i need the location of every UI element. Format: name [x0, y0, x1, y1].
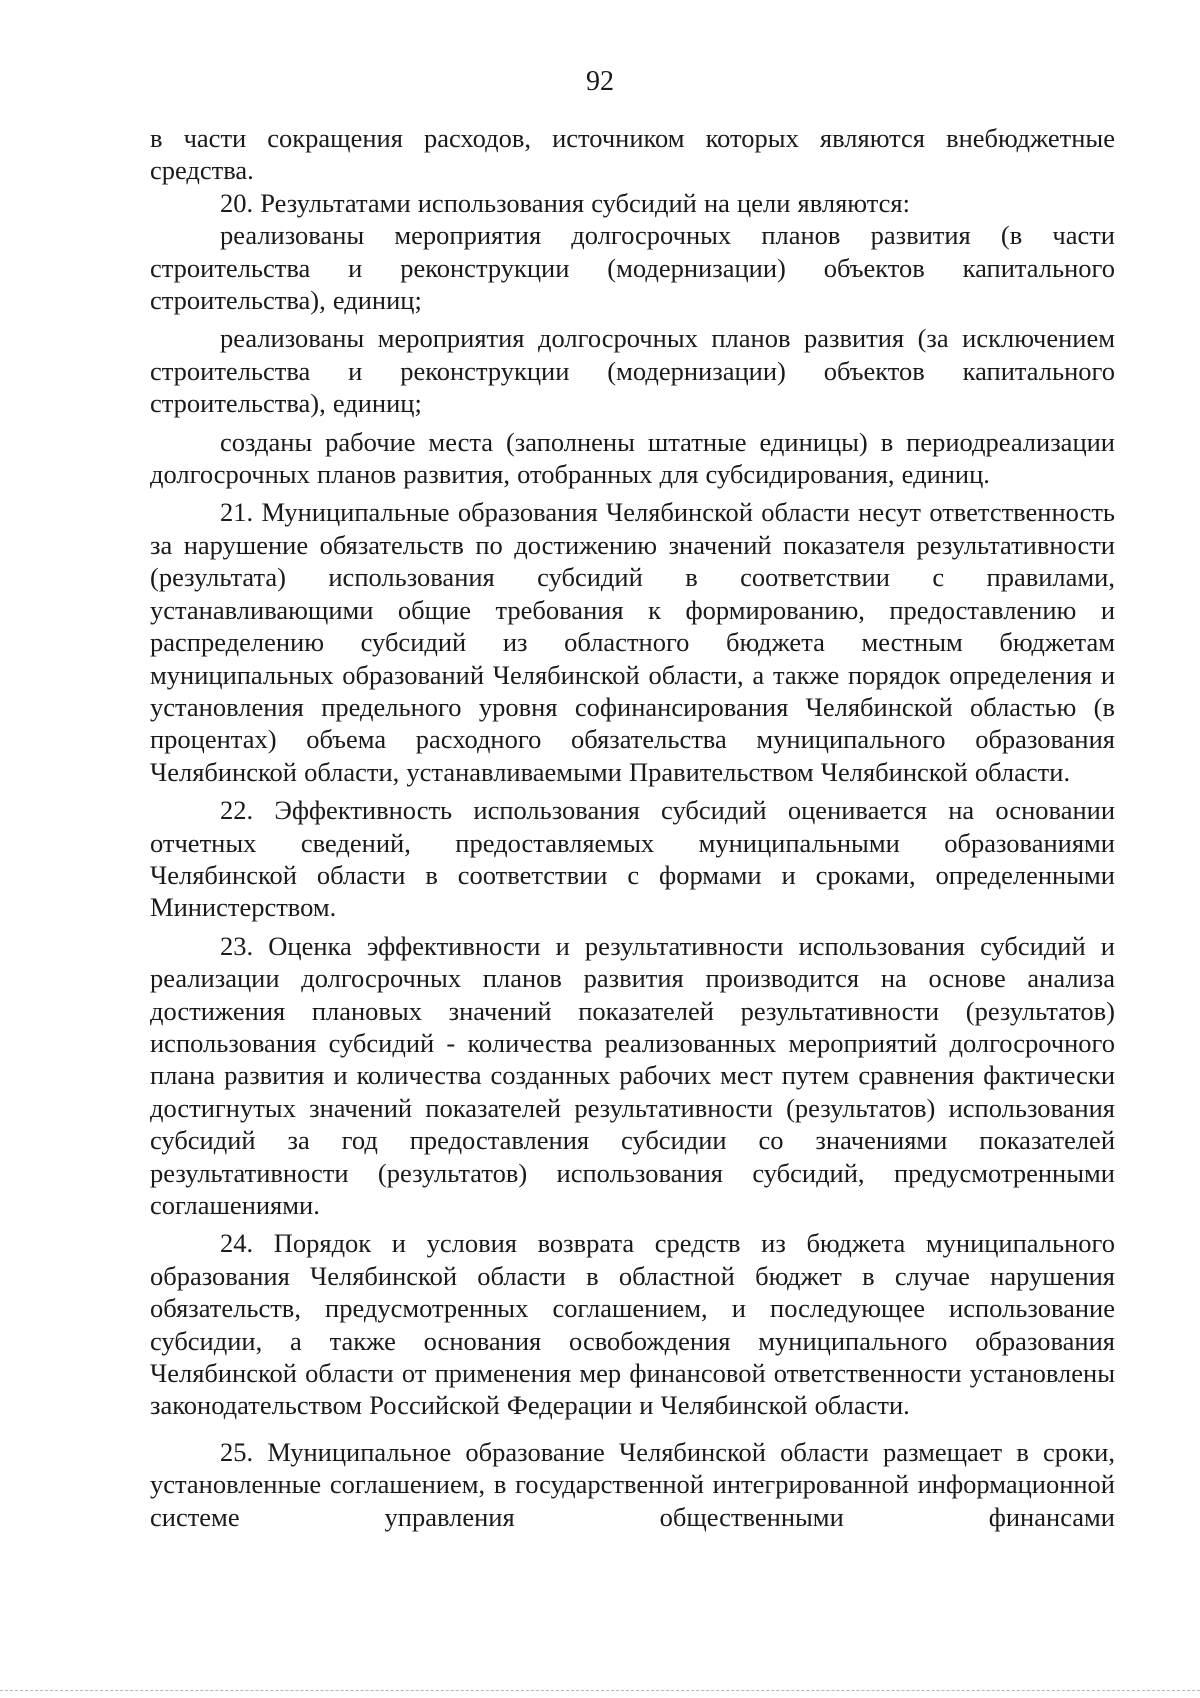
list-item-result-2: реализованы мероприятия долгосрочных планов развития (за исключением строительства и реконструкции (модернизации) объектов капитального строительства), единиц;	[150, 323, 1115, 419]
paragraph-21: 21. Муниципальные образования Челябинской области несут ответственность за нарушение обязательств по достижению значений показателя результативности (результата) использования субсидий в соответствии с правилами, устанавливающими общие требования к формированию, предоставлению и распределению субсидий из областного бюджета местным бюджетам муниципальных образований Челябинской области, а также порядок определения и установления предельного уровня софинансирования Челябинской областью (в процентах) объема расходного обязательства муниципального образования Челябинской области, устанавливаемыми Правительством Челябинской области.	[150, 497, 1115, 787]
paragraph-20: 20. Результатами использования субсидий на цели являются:	[220, 187, 910, 218]
paragraph-24: 24. Порядок и условия возврата средств из бюджета муниципального образования Челябинской области в областной бюджет в случае нарушения обязательств, предусмотренных соглашением, и последующее использование субсидии, а также основания освобождения муниципального образования Челябинской области от применения мер финансовой ответственности установлены законодательством Российской Федерации и Челябинской области.	[150, 1228, 1115, 1421]
paragraph-25: 25. Муниципальное образование Челябинской области размещает в сроки, установленные соглашением, в государственной интегрированной информационной системе управления общественными финансами	[150, 1436, 1115, 1532]
paragraph-22: 22. Эффективность использования субсидий оценивается на основании отчетных сведений, предоставляемых муниципальными образованиями Челябинской области в соответствии с формами и сроками, определенными Министерством.	[150, 795, 1115, 923]
document-body	[150, 122, 1115, 1533]
paragraph-23: 23. Оценка эффективности и результативности использования субсидий и реализации долгосрочных планов развития производится на основе анализа достижения плановых значений показателей результативности (результатов) использования субсидий - количества реализованных мероприятий долгосрочного плана развития и количества созданных рабочих мест путем сравнения фактически достигнутых значений показателей результативности (результатов) использования субсидий за год предоставления субсидии со значениями показателей результативности (результатов) использования субсидий, предусмотренными соглашениями.	[150, 930, 1115, 1220]
list-item-result-3: созданы рабочие места (заполнены штатные единицы) в периодреализации долгосрочных планов развития, отобранных для субсидирования, единиц.	[150, 426, 1115, 490]
scan-edge-line	[0, 1690, 1200, 1691]
page-number: 92	[586, 66, 614, 97]
paragraph-continuation: в части сокращения расходов, источником которых являются внебюджетные средства.	[150, 123, 1115, 186]
list-item-result-1: реализованы мероприятия долгосрочных планов развития (в части строительства и реконструкции (модернизации) объектов капитального строительства), единиц;	[150, 220, 1115, 316]
